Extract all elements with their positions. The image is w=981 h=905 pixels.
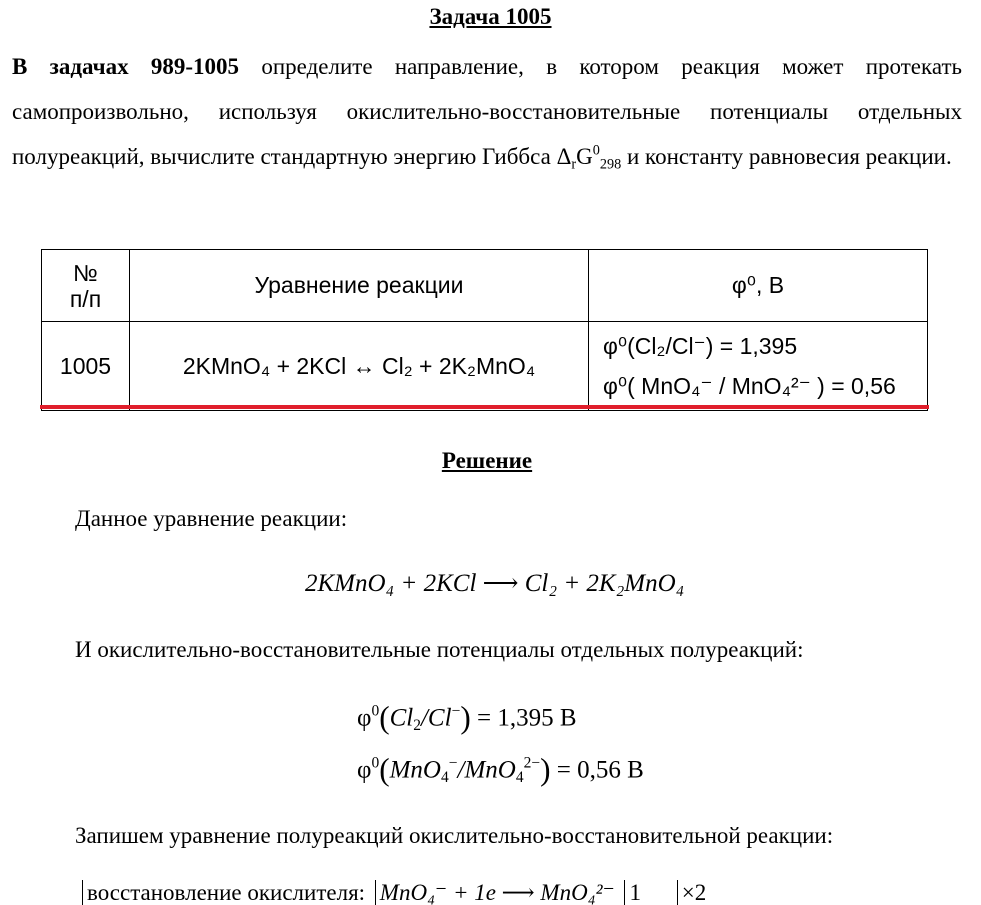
task-title: Задача 1005: [429, 4, 552, 29]
potential-value-2: = 0,56 В: [556, 756, 644, 784]
cell-equation: 2KMnO₄ + 2KCl ↔ Cl₂ + 2K₂MnO₄: [130, 322, 589, 411]
cell-potential-2: φ⁰( MnO₄⁻ / MnO₄²⁻ ) = 0,56: [603, 373, 896, 399]
solution-title: Решение: [441, 448, 533, 473]
half-reaction-electrons: 1: [629, 880, 641, 905]
intro-text-2: и константу равновесия реакции.: [621, 144, 952, 169]
task-description: [12, 44, 962, 179]
table-underline: [40, 405, 929, 409]
intro-text-1: определите направление, в котором реакция может протекать самопроизвольно, используя окислительно-восстановительные потенциалы отдельных полуреакций, вычислите стандартную энергию Гиббса Δ: [12, 54, 962, 169]
solution-paragraph-1: Данное уравнение реакции:: [75, 506, 348, 531]
header-number: № п/п: [42, 250, 130, 322]
reaction-equation: 2KMnO₄ + 2KCl ⟶ Cl₂ + 2K₂MnO₄: [305, 570, 685, 597]
half-reaction-multiplier: ×2: [681, 880, 707, 905]
task-table: [41, 249, 928, 411]
cell-number: 1005: [42, 322, 130, 411]
intro-bold: В задачах 989-1005: [12, 54, 240, 79]
intro-sub-298: 298: [599, 156, 622, 173]
intro-sub-r: r: [571, 156, 577, 173]
intro-g: G: [576, 144, 593, 169]
half-reaction-row: [78, 880, 978, 905]
solution-paragraph-2: И окислительно-восстановительные потенциалы отдельных полуреакций:: [75, 637, 804, 662]
cell-potentials: [589, 322, 928, 411]
half-reaction-label: восстановление окислителя:: [87, 880, 366, 905]
table-header-row: [42, 250, 928, 322]
intro-sup-0: 0: [592, 142, 600, 159]
cell-potential-1: φ⁰(Cl₂/Cl⁻) = 1,395: [603, 333, 798, 359]
solution-paragraph-3: Запишем уравнение полуреакций окислительно-восстановительной реакции:: [75, 823, 834, 848]
half-reaction-formula: MnO₄⁻ + 1e ⟶ MnO₄²⁻: [379, 880, 615, 905]
potential-formula-2: $\varphi^0(MnO_4^-/MnO_4^{2-}) = 0,56$ В: [357, 752, 644, 787]
table-row: [42, 322, 928, 411]
potential-value-1: = 1,395 В: [476, 704, 577, 732]
potential-formula-1: $\varphi^0(Cl_2/Cl^-) = 1,395$ В: [357, 700, 577, 735]
header-potential: φ⁰, В: [589, 250, 928, 322]
header-equation: Уравнение реакции: [130, 250, 589, 322]
